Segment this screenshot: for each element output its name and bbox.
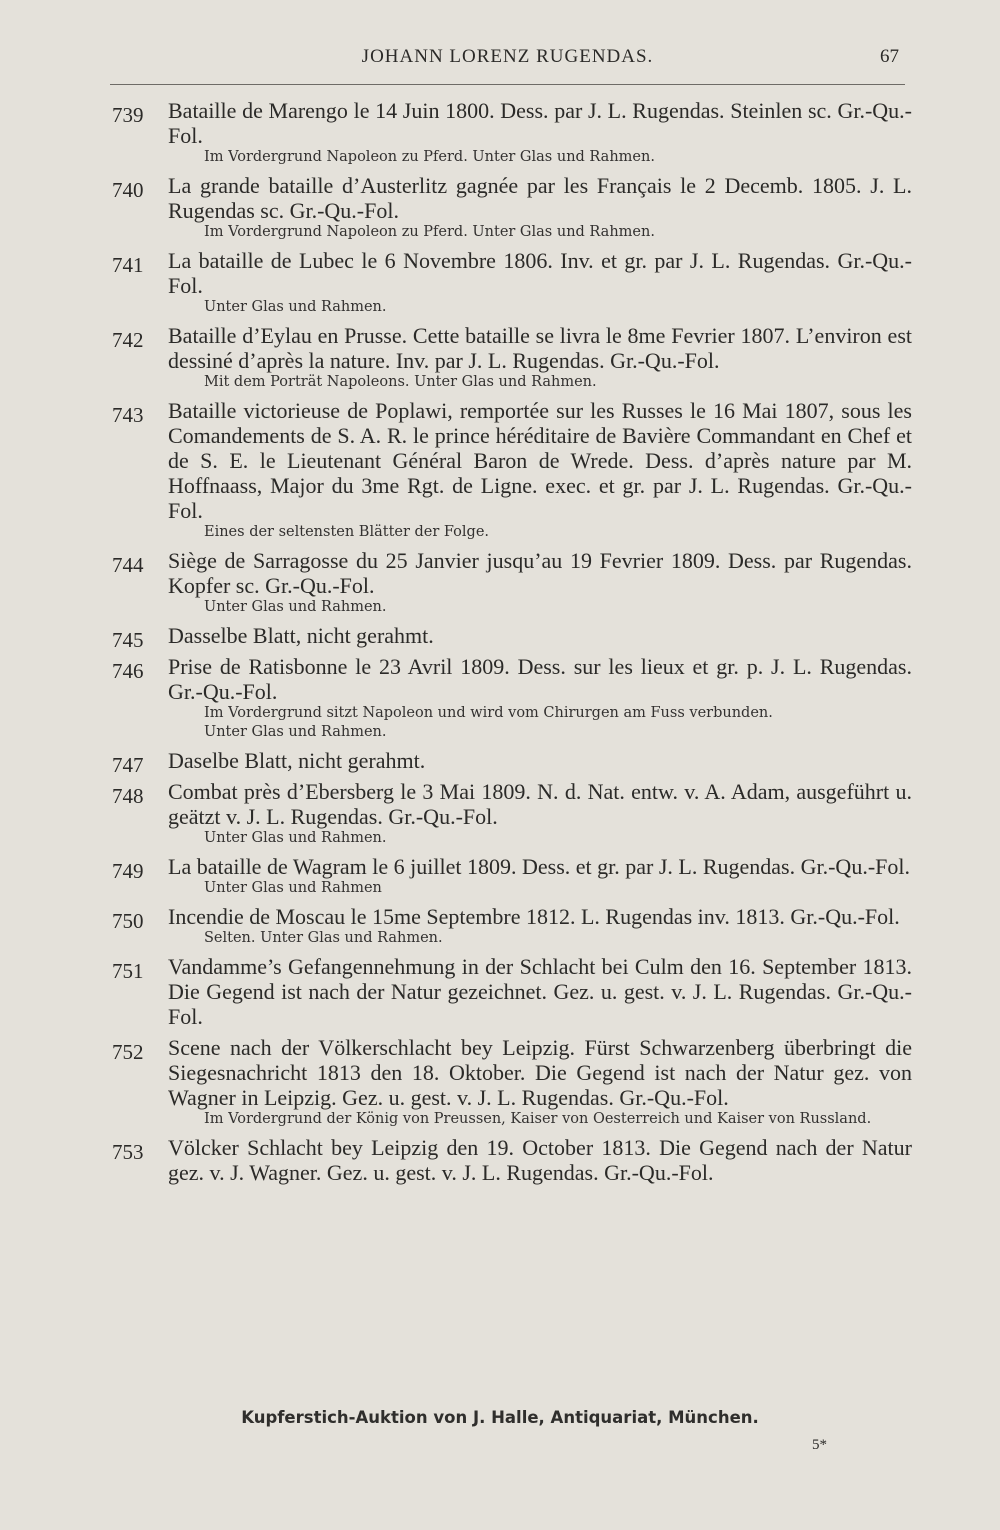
catalogue-entry bbox=[112, 623, 912, 652]
entry-note: Im Vordergrund der König von Preussen, Kaiser von Oesterreich und Kaiser von Russland. bbox=[204, 1111, 872, 1127]
entry-description: Scene nach der Völkerschlacht bey Leipzig. Fürst Schwarzenberg überbringt die Siegesnachricht 1813 den 18. Oktober. Die Gegend ist nach der Natur gez. von Wagner in Leipzig. Gez. u. gest. v. J. L. Rugendas. Gr.-Qu.-Fol. bbox=[168, 1035, 912, 1110]
catalogue-entry bbox=[112, 173, 912, 242]
entry-description: Prise de Ratisbonne le 23 Avril 1809. Dess. sur les lieux et gr. p. J. L. Rugendas. Gr.-Qu.-Fol. bbox=[168, 654, 912, 704]
entry-description: Bataille d’Eylau en Prusse. Cette bataille se livra le 8me Fevrier 1807. L’environ est dessiné d’après la nature. Inv. par J. L. Rugendas. Gr.-Qu.-Fol. bbox=[168, 323, 912, 373]
entry-number: 750 bbox=[112, 909, 144, 933]
catalogue-entry bbox=[112, 748, 912, 777]
entry-note: Unter Glas und Rahmen. bbox=[204, 299, 387, 315]
catalogue-entry bbox=[112, 1135, 912, 1185]
entry-description: Combat près d’Ebersberg le 3 Mai 1809. N. d. Nat. entw. v. A. Adam, ausgeführt u. geätzt v. J. L. Rugendas. Gr.-Qu.-Fol. bbox=[168, 779, 912, 829]
entry-number: 748 bbox=[112, 784, 144, 808]
entry-description: Incendie de Moscau le 15me Septembre 1812. L. Rugendas inv. 1813. Gr.-Qu.-Fol. bbox=[168, 904, 900, 929]
entry-description: Siège de Sarragosse du 25 Janvier jusqu’au 19 Fevrier 1809. Dess. par Rugendas. Kopfer sc. Gr.-Qu.-Fol. bbox=[168, 548, 912, 598]
entry-number: 746 bbox=[112, 659, 144, 683]
catalogue-entry bbox=[112, 248, 912, 317]
catalogue-entry bbox=[112, 323, 912, 392]
entry-description: La bataille de Lubec le 6 Novembre 1806. Inv. et gr. par J. L. Rugendas. Gr.-Qu.-Fol. bbox=[168, 248, 912, 298]
catalogue-entry bbox=[112, 1035, 912, 1129]
entry-number: 743 bbox=[112, 403, 144, 427]
catalogue-entry bbox=[112, 954, 912, 1029]
catalogue-entry bbox=[112, 904, 912, 948]
entry-note: Im Vordergrund Napoleon zu Pferd. Unter Glas und Rahmen. bbox=[204, 149, 655, 165]
entry-note: Unter Glas und Rahmen. bbox=[204, 724, 387, 740]
entry-note: Im Vordergrund Napoleon zu Pferd. Unter Glas und Rahmen. bbox=[204, 224, 655, 240]
entry-number: 753 bbox=[112, 1140, 144, 1164]
entry-number: 752 bbox=[112, 1040, 144, 1064]
entry-number: 739 bbox=[112, 103, 144, 127]
entry-number: 751 bbox=[112, 959, 144, 983]
entry-note: Mit dem Porträt Napoleons. Unter Glas und Rahmen. bbox=[204, 374, 597, 390]
entry-description: La grande bataille d’Austerlitz gagnée par les Français le 2 Decemb. 1805. J. L. Rugendas sc. Gr.-Qu.-Fol. bbox=[168, 173, 912, 223]
entry-description: Vandamme’s Gefangennehmung in der Schlacht bei Culm den 16. September 1813. Die Gegend ist nach der Natur gezeichnet. Gez. u. gest. v. J. L. Rugendas. Gr.-Qu.-Fol. bbox=[168, 954, 912, 1029]
entry-description: Bataille de Marengo le 14 Juin 1800. Dess. par J. L. Rugendas. Steinlen sc. Gr.-Qu.-Fol. bbox=[168, 98, 912, 148]
entry-number: 745 bbox=[112, 628, 144, 652]
entry-description: Dasselbe Blatt, nicht gerahmt. bbox=[168, 623, 434, 648]
catalogue-entry bbox=[112, 854, 912, 898]
entry-description: La bataille de Wagram le 6 juillet 1809. Dess. et gr. par J. L. Rugendas. Gr.-Qu.-Fol. bbox=[168, 854, 910, 879]
catalogue-entry bbox=[112, 548, 912, 617]
entry-number: 744 bbox=[112, 553, 144, 577]
entry-number: 749 bbox=[112, 859, 144, 883]
entry-description: Bataille victorieuse de Poplawi, remportée sur les Russes le 16 Mai 1807, sous les Comandements de S. A. R. le prince héréditaire de Bavière Commandant en Chef et de S. E. le Lieutenant Général Baron de Wrede. Dess. d’après nature par M. Hoffnaass, Major du 3me Rgt. de Ligne. exec. et gr. par J. L. Rugendas. Gr.-Qu.-Fol. bbox=[168, 398, 912, 523]
entry-note: Unter Glas und Rahmen. bbox=[204, 830, 387, 846]
entry-note: Selten. Unter Glas und Rahmen. bbox=[204, 930, 443, 946]
catalogue-entries bbox=[112, 98, 912, 1191]
signature-mark: 5* bbox=[812, 1437, 827, 1453]
entry-number: 747 bbox=[112, 753, 144, 777]
entry-note: Unter Glas und Rahmen bbox=[204, 880, 382, 896]
page-number: 67 bbox=[880, 46, 899, 67]
entry-description: Völcker Schlacht bey Leipzig den 19. October 1813. Die Gegend nach der Natur gez. v. J. Wagner. Gez. u. gest. v. J. L. Rugendas. Gr.-Qu.-Fol. bbox=[168, 1135, 912, 1185]
catalogue-entry bbox=[112, 654, 912, 742]
catalogue-entry bbox=[112, 98, 912, 167]
entry-number: 740 bbox=[112, 178, 144, 202]
entry-number: 741 bbox=[112, 253, 144, 277]
entry-number: 742 bbox=[112, 328, 144, 352]
running-header bbox=[110, 40, 905, 85]
entry-description: Daselbe Blatt, nicht gerahmt. bbox=[168, 748, 426, 773]
publisher-footer: Kupferstich-Auktion von J. Halle, Antiquariat, München. bbox=[241, 1408, 759, 1427]
page-title: JOHANN LORENZ RUGENDAS. bbox=[361, 46, 654, 67]
entry-note: Eines der seltensten Blätter der Folge. bbox=[204, 524, 490, 540]
entry-note: Im Vordergrund sitzt Napoleon und wird vom Chirurgen am Fuss verbunden. bbox=[204, 705, 773, 721]
catalogue-entry bbox=[112, 398, 912, 542]
catalogue-entry bbox=[112, 779, 912, 848]
entry-note: Unter Glas und Rahmen. bbox=[204, 599, 387, 615]
